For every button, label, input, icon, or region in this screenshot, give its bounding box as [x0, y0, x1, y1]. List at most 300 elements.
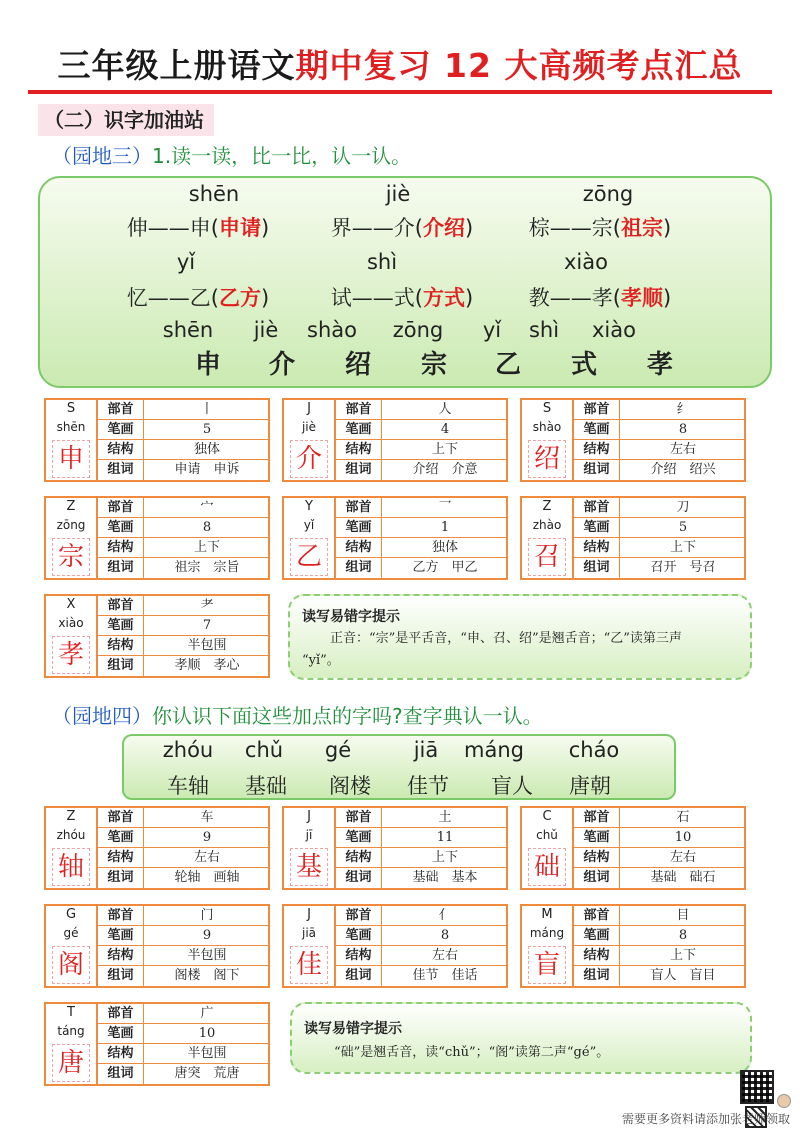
char-pinyin: táng — [57, 1024, 85, 1038]
info-value: 刀 — [676, 500, 690, 515]
info-row-strokes — [98, 1024, 270, 1044]
info-label: 组词 — [336, 460, 382, 480]
info-row-structure — [98, 848, 270, 868]
compare-word: 申请 — [219, 216, 261, 240]
initial-letter: S — [542, 401, 552, 416]
info-row-structure — [98, 440, 270, 460]
initial-letter: C — [542, 809, 552, 824]
char-pinyin: jiā — [301, 926, 317, 940]
pinyin: xiào — [592, 318, 636, 342]
info-value: 1 — [440, 520, 450, 535]
info-label: 结构 — [336, 848, 382, 868]
info-label: 结构 — [336, 538, 382, 558]
char-glyph: 乙 — [290, 538, 328, 576]
char-info-grid — [96, 400, 268, 480]
pinyin: gé — [324, 738, 352, 762]
pinyin: zōng — [582, 182, 634, 206]
tip-title: 读写易错字提示 — [302, 609, 400, 625]
compare-base: 教——孝( — [528, 286, 621, 310]
pinyin: zhóu — [162, 738, 214, 762]
char-pinyin: shào — [532, 420, 562, 434]
info-value: 8 — [202, 520, 212, 535]
info-label: 结构 — [98, 946, 144, 966]
pinyin: shì — [366, 250, 398, 274]
char-card-left — [284, 498, 334, 578]
word: 佳节 — [407, 774, 449, 798]
info-label: 笔画 — [336, 828, 382, 848]
char-card-left — [46, 906, 96, 986]
info-row-radical — [98, 1004, 270, 1024]
info-row-structure — [98, 946, 270, 966]
info-value: 左右 — [193, 850, 220, 865]
compare-word: 方式 — [423, 286, 465, 310]
char-card-left — [522, 400, 572, 480]
info-row-words — [574, 966, 746, 986]
info-label: 结构 — [336, 946, 382, 966]
word: 盲人 — [491, 774, 533, 798]
info-value: 左右 — [669, 442, 696, 457]
info-row-radical — [98, 400, 270, 420]
initial-letter: M — [541, 907, 553, 922]
char-card — [282, 398, 508, 482]
info-row-radical — [336, 400, 508, 420]
word: 基础 — [245, 774, 287, 798]
char-pinyin: yǐ — [303, 518, 315, 532]
compare-end: ) — [261, 216, 270, 240]
compare-item — [529, 282, 671, 312]
yuandi3-instruction: 1.读一读，比一比，认一认。 — [152, 144, 412, 168]
char-card-left — [46, 1004, 96, 1084]
info-label: 组词 — [574, 558, 620, 578]
info-row-words — [98, 966, 270, 986]
char-card — [282, 496, 508, 580]
info-row-words — [336, 558, 508, 578]
char-pinyin: máng — [529, 926, 565, 940]
info-row-structure — [336, 538, 508, 558]
info-value: 阁楼 阁下 — [174, 968, 240, 983]
info-row-strokes — [98, 420, 270, 440]
compare-word: 祖宗 — [621, 216, 663, 240]
char-glyph: 召 — [528, 538, 566, 576]
info-label: 笔画 — [336, 926, 382, 946]
info-row-strokes — [574, 828, 746, 848]
info-label: 部首 — [336, 906, 382, 926]
info-value: 宀 — [200, 500, 214, 515]
info-row-words — [98, 656, 270, 676]
info-label: 组词 — [574, 460, 620, 480]
char-card-left — [284, 400, 334, 480]
info-row-strokes — [336, 518, 508, 538]
info-value: 8 — [678, 422, 688, 437]
info-label: 笔画 — [98, 420, 144, 440]
qr-code-icon — [740, 1070, 774, 1104]
info-label: 笔画 — [98, 828, 144, 848]
info-label: 部首 — [98, 808, 144, 828]
info-value: 目 — [676, 908, 690, 923]
tip-box-a — [288, 594, 752, 680]
char-pinyin: zōng — [56, 518, 86, 532]
info-value: 石 — [676, 810, 690, 825]
yuandi4-tag: （园地四） — [52, 704, 152, 728]
pinyin: chǔ — [244, 738, 284, 762]
char-card — [282, 904, 508, 988]
info-value: 10 — [674, 830, 692, 845]
info-value: 耂 — [200, 598, 214, 613]
info-value: 上下 — [669, 948, 696, 963]
word: 车轴 — [167, 774, 209, 798]
char-glyph: 阁 — [52, 946, 90, 984]
info-row-words — [574, 460, 746, 480]
info-value: 土 — [438, 810, 452, 825]
char-info-grid — [334, 906, 506, 986]
title-part2: 期中复习 12 大高频考点汇总 — [295, 46, 743, 85]
info-row-structure — [574, 440, 746, 460]
pinyin: xiào — [564, 250, 608, 274]
char-pinyin: zhào — [532, 518, 562, 532]
info-row-strokes — [336, 420, 508, 440]
char-info-grid — [572, 400, 744, 480]
compare-end: ) — [465, 216, 474, 240]
info-value: 4 — [440, 422, 450, 437]
char-card — [44, 594, 270, 678]
avatar — [777, 1094, 791, 1108]
info-row-radical — [98, 596, 270, 616]
hanzi: 申 — [194, 350, 222, 380]
info-label: 笔画 — [574, 420, 620, 440]
info-value: 门 — [200, 908, 214, 923]
info-row-radical — [336, 808, 508, 828]
info-value: 人 — [438, 402, 452, 417]
pinyin: shēn — [162, 318, 214, 342]
info-label: 结构 — [574, 440, 620, 460]
char-pinyin: shēn — [56, 420, 86, 434]
char-info-grid — [572, 808, 744, 888]
initial-letter: Z — [66, 499, 76, 514]
char-card-left — [522, 808, 572, 888]
info-label: 结构 — [98, 440, 144, 460]
info-label: 组词 — [574, 966, 620, 986]
compare-word: 介绍 — [423, 216, 465, 240]
info-label: 部首 — [574, 400, 620, 420]
compare-base: 界——介( — [330, 216, 423, 240]
info-value: 5 — [678, 520, 688, 535]
info-row-structure — [98, 636, 270, 656]
char-info-grid — [96, 1004, 268, 1084]
info-label: 结构 — [98, 636, 144, 656]
info-row-words — [98, 460, 270, 480]
info-label: 部首 — [574, 498, 620, 518]
compare-end: ) — [465, 286, 474, 310]
initial-letter: X — [66, 597, 76, 612]
info-row-words — [98, 1064, 270, 1084]
info-row-strokes — [98, 926, 270, 946]
page-title — [0, 40, 800, 87]
info-row-structure — [98, 538, 270, 558]
info-row-radical — [574, 808, 746, 828]
char-glyph: 轴 — [52, 848, 90, 886]
pinyin: shēn — [188, 182, 240, 206]
info-row-radical — [98, 808, 270, 828]
char-pinyin: zhóu — [56, 828, 86, 842]
char-info-grid — [572, 906, 744, 986]
info-value: 孝顺 孝心 — [174, 658, 240, 673]
yuandi3-tag: （园地三） — [52, 144, 152, 168]
info-row-strokes — [336, 926, 508, 946]
tip-line: “yǐ”。 — [302, 653, 340, 668]
info-row-strokes — [336, 828, 508, 848]
info-value: 8 — [678, 928, 688, 943]
char-glyph: 佳 — [290, 946, 328, 984]
info-label: 部首 — [336, 400, 382, 420]
hanzi: 绍 — [344, 350, 372, 380]
initial-letter: S — [66, 401, 76, 416]
title-part1: 三年级上册语文 — [57, 46, 296, 85]
initial-letter: J — [307, 401, 311, 416]
char-info-grid — [96, 596, 268, 676]
char-glyph: 唐 — [52, 1044, 90, 1082]
hanzi: 乙 — [494, 350, 522, 380]
info-row-structure — [574, 946, 746, 966]
info-value: 半包围 — [187, 638, 227, 653]
info-label: 结构 — [574, 946, 620, 966]
compare-item — [331, 212, 473, 242]
info-value: 轮轴 画轴 — [174, 870, 240, 885]
word-box — [122, 734, 676, 800]
info-label: 结构 — [574, 848, 620, 868]
info-label: 部首 — [336, 498, 382, 518]
info-label: 组词 — [336, 558, 382, 578]
info-label: 结构 — [98, 848, 144, 868]
compare-base: 忆——乙( — [126, 286, 219, 310]
info-value: 介绍 绍兴 — [650, 462, 716, 477]
info-label: 笔画 — [336, 420, 382, 440]
info-value: 佳节 佳话 — [412, 968, 478, 983]
pinyin: jiè — [385, 182, 411, 206]
info-label: 结构 — [98, 538, 144, 558]
info-row-words — [336, 966, 508, 986]
info-row-words — [98, 868, 270, 888]
info-value: 召开 号召 — [650, 560, 716, 575]
char-card-left — [284, 906, 334, 986]
char-pinyin: gé — [63, 926, 79, 940]
char-info-grid — [572, 498, 744, 578]
info-label: 部首 — [98, 906, 144, 926]
info-label: 笔画 — [574, 926, 620, 946]
char-card — [520, 904, 746, 988]
info-label: 笔画 — [574, 518, 620, 538]
info-label: 组词 — [98, 966, 144, 986]
char-card-left — [46, 808, 96, 888]
info-value: 基础 基本 — [412, 870, 478, 885]
compare-item — [127, 282, 269, 312]
info-value: 祖宗 宗旨 — [174, 560, 240, 575]
section-heading: （二）识字加油站 — [38, 104, 214, 136]
info-row-structure — [336, 440, 508, 460]
info-label: 部首 — [98, 400, 144, 420]
info-row-strokes — [574, 926, 746, 946]
info-row-words — [574, 558, 746, 578]
hanzi: 式 — [570, 350, 598, 380]
tip-title: 读写易错字提示 — [304, 1021, 402, 1037]
info-value: 独体 — [193, 442, 220, 457]
pinyin: yǐ — [176, 250, 196, 274]
info-value: 上下 — [431, 442, 458, 457]
info-value: 左右 — [431, 948, 458, 963]
char-glyph: 础 — [528, 848, 566, 886]
char-card — [520, 398, 746, 482]
compare-base: 棕——宗( — [528, 216, 621, 240]
pinyin: máng — [464, 738, 524, 762]
info-value: 5 — [202, 422, 212, 437]
info-row-strokes — [98, 616, 270, 636]
info-row-strokes — [98, 828, 270, 848]
info-value: 半包围 — [187, 948, 227, 963]
info-label: 组词 — [98, 558, 144, 578]
char-card — [520, 806, 746, 890]
info-row-words — [574, 868, 746, 888]
info-value: 盲人 盲目 — [650, 968, 716, 983]
char-info-grid — [334, 498, 506, 578]
word: 阁楼 — [329, 774, 371, 798]
compare-end: ) — [663, 216, 672, 240]
info-value: 车 — [200, 810, 214, 825]
info-label: 部首 — [98, 596, 144, 616]
info-row-strokes — [98, 518, 270, 538]
info-label: 组词 — [98, 868, 144, 888]
compare-word: 孝顺 — [621, 286, 663, 310]
footer-note: 需要更多资料请添加张老师领取 — [621, 1112, 790, 1126]
compare-base: 伸——申( — [126, 216, 219, 240]
info-row-words — [336, 868, 508, 888]
info-value: 申请 申诉 — [174, 462, 240, 477]
pinyin: cháo — [568, 738, 620, 762]
info-value: 基础 础石 — [650, 870, 716, 885]
info-row-structure — [98, 1044, 270, 1064]
info-label: 组词 — [336, 868, 382, 888]
info-label: 笔画 — [98, 616, 144, 636]
info-value: 广 — [200, 1006, 214, 1021]
char-card — [44, 398, 270, 482]
char-glyph: 绍 — [528, 440, 566, 478]
info-value: 8 — [440, 928, 450, 943]
info-label: 部首 — [574, 906, 620, 926]
char-card-left — [522, 498, 572, 578]
info-row-radical — [336, 498, 508, 518]
char-glyph: 申 — [52, 440, 90, 478]
info-row-radical — [98, 498, 270, 518]
info-label: 组词 — [574, 868, 620, 888]
info-value: 9 — [202, 928, 212, 943]
initial-letter: T — [67, 1005, 75, 1020]
compare-item — [127, 212, 269, 242]
info-label: 组词 — [98, 460, 144, 480]
char-info-grid — [96, 906, 268, 986]
compare-item — [331, 282, 473, 312]
tip-line: “础”是翘舌音，读“chǔ”；“阁”读第二声“gé”。 — [334, 1045, 610, 1060]
initial-letter: G — [65, 907, 77, 922]
info-value: 半包围 — [187, 1046, 227, 1061]
info-value: 独体 — [431, 540, 458, 555]
char-card — [520, 496, 746, 580]
pinyin: yǐ — [482, 318, 502, 342]
info-value: 左右 — [669, 850, 696, 865]
info-value: 介绍 介意 — [412, 462, 478, 477]
char-pinyin: chǔ — [536, 828, 558, 842]
info-value: 9 — [202, 830, 212, 845]
initial-letter: J — [307, 907, 311, 922]
info-label: 部首 — [98, 1004, 144, 1024]
char-info-grid — [96, 808, 268, 888]
info-row-words — [98, 558, 270, 578]
char-glyph: 盲 — [528, 946, 566, 984]
initial-letter: Y — [305, 499, 313, 514]
compare-end: ) — [663, 286, 672, 310]
char-glyph: 基 — [290, 848, 328, 886]
pinyin: jiè — [253, 318, 279, 342]
char-card-left — [284, 808, 334, 888]
char-info-grid — [334, 808, 506, 888]
hanzi: 宗 — [420, 350, 448, 380]
info-row-strokes — [574, 518, 746, 538]
info-value: 7 — [202, 618, 212, 633]
info-label: 笔画 — [98, 1024, 144, 1044]
char-card — [282, 806, 508, 890]
char-card-left — [522, 906, 572, 986]
info-row-radical — [98, 906, 270, 926]
char-glyph: 宗 — [52, 538, 90, 576]
info-label: 部首 — [98, 498, 144, 518]
initial-letter: Z — [66, 809, 76, 824]
info-label: 结构 — [574, 538, 620, 558]
info-value: 纟 — [676, 402, 690, 417]
pinyin: shào — [307, 318, 357, 342]
char-card — [44, 496, 270, 580]
info-row-structure — [574, 848, 746, 868]
yuandi3-heading — [52, 142, 411, 170]
info-row-structure — [336, 848, 508, 868]
hanzi: 介 — [268, 350, 296, 380]
hanzi: 孝 — [646, 350, 674, 380]
info-row-structure — [336, 946, 508, 966]
info-value: 上下 — [669, 540, 696, 555]
info-value: 上下 — [431, 850, 458, 865]
char-pinyin: xiào — [58, 616, 84, 630]
info-value: 丨 — [200, 402, 214, 417]
info-value: 上下 — [193, 540, 220, 555]
initial-letter: Z — [542, 499, 552, 514]
info-value: 乙方 甲乙 — [412, 560, 478, 575]
initial-letter: J — [307, 809, 311, 824]
compare-base: 试——式( — [330, 286, 423, 310]
char-glyph: 孝 — [52, 636, 90, 674]
char-pinyin: jiè — [301, 420, 317, 434]
char-glyph: 介 — [290, 440, 328, 478]
info-row-words — [336, 460, 508, 480]
info-row-radical — [574, 906, 746, 926]
info-label: 组词 — [336, 966, 382, 986]
info-row-radical — [574, 400, 746, 420]
info-value: 乛 — [438, 500, 452, 515]
char-info-grid — [96, 498, 268, 578]
yuandi4-instruction: 你认识下面这些加点的字吗?查字典认一认。 — [152, 704, 543, 728]
char-card — [44, 806, 270, 890]
info-row-strokes — [574, 420, 746, 440]
pinyin: shì — [528, 318, 560, 342]
info-label: 结构 — [336, 440, 382, 460]
pinyin: zōng — [392, 318, 444, 342]
info-label: 笔画 — [574, 828, 620, 848]
info-label: 组词 — [98, 656, 144, 676]
